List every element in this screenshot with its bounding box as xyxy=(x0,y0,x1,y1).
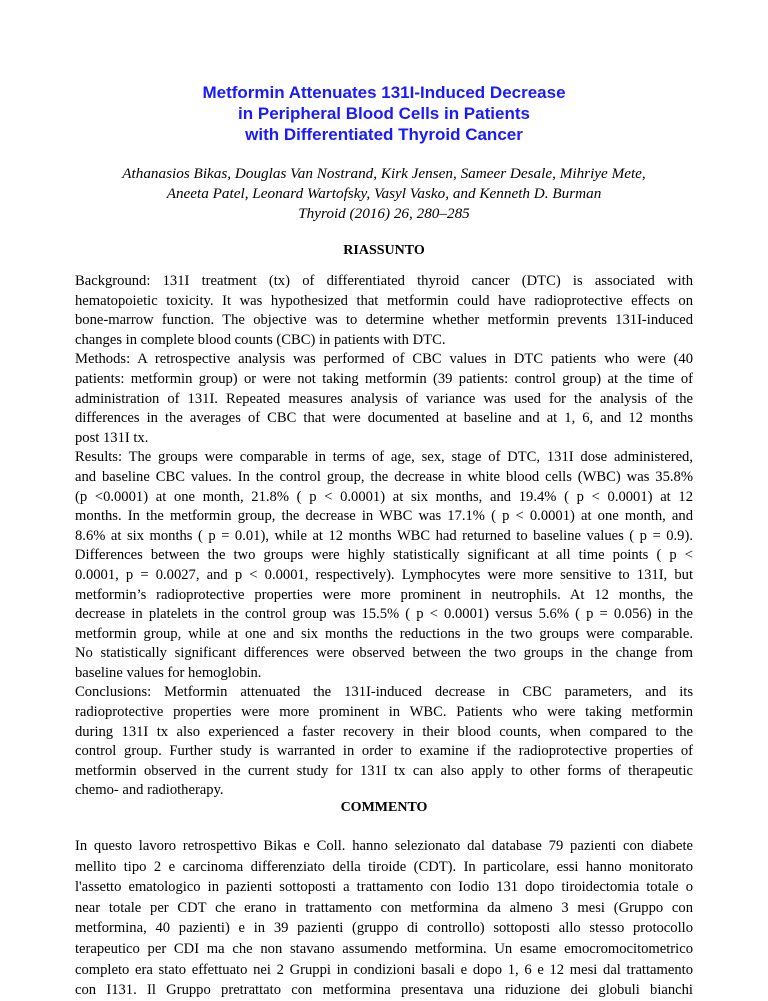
abstract-line: bone-marrow function. The objective was to determine whether metformin prevents 131I-induced xyxy=(75,312,693,329)
comment-heading: COMMENTO xyxy=(340,800,428,815)
comment-line: In questo lavoro retrospettivo Bikas e Coll. hanno selezionato dal database 79 pazienti con diabete xyxy=(75,838,693,854)
title-line: Metformin Attenuates 131I-Induced Decrease xyxy=(202,83,566,102)
abstract-line: metformin group, while at one and six months the reductions in the two groups were comparable. xyxy=(75,625,693,642)
abstract-line: post 131I tx. xyxy=(75,429,149,446)
title-line: with Differentiated Thyroid Cancer xyxy=(245,125,523,144)
abstract-heading: RIASSUNTO xyxy=(343,243,425,258)
authors-line: Athanasios Bikas, Douglas Van Nostrand, Kirk Jensen, Sameer Desale, Mihriye Mete, xyxy=(122,165,646,182)
abstract-line: baseline values for hemoglobin. xyxy=(75,664,262,681)
abstract-line: patients: metformin group) or were not taking metformin (39 patients: control group) at the time of xyxy=(75,370,693,387)
abstract-line: control group. Further study is warranted in order to examine if the radioprotective properties of xyxy=(75,743,693,760)
comment-line: near totale per CDT che erano in trattamento con metformina da almeno 3 mesi (Gruppo con xyxy=(75,899,693,916)
abstract-line: (p <0.0001) at one month, 21.8% ( p < 0.0001) at six months, and 19.4% ( p < 0.0001) at 12 xyxy=(75,488,693,505)
abstract-line: differences in the averages of CBC that were documented at baseline and at 1, 6, and 12 months xyxy=(75,410,693,427)
abstract-line: 8.6% at six months ( p = 0.01), while at 12 months WBC had returned to baseline values ( p = 0.9). xyxy=(75,527,693,544)
comment-line: con I131. Il Gruppo pretrattato con metformina presentava una riduzione dei globuli bianchi xyxy=(75,982,693,999)
abstract-line: 0.0001, p = 0.0027, and p < 0.0001, respectively). Lymphocytes were more sensitive to 131I, but xyxy=(75,566,693,583)
comment-line: l'assetto ematologico in pazienti sottoposti a trattamento con Iodio 131 dopo tiroidectomia totale o xyxy=(75,879,693,896)
authors-block xyxy=(0,164,768,224)
comment-line: completo era stato effettuato nei 2 Gruppi in condizioni basali e dopo 1, 6 e 12 mesi dal trattamento xyxy=(75,961,693,978)
abstract-line: metformin observed in the current study for 131I tx can also apply to other forms of therapeutic xyxy=(75,762,693,779)
abstract-line: and baseline CBC values. In the control group, the decrease in white blood cells (WBC) was 35.8% xyxy=(75,468,693,485)
abstract-body xyxy=(75,272,693,801)
comment-line: mellito tipo 2 e carcinoma differenziato della tiroide (CDT). In particolare, essi hanno monitorato xyxy=(75,858,693,875)
abstract-line: Differences between the two groups were highly statistically significant at all time points ( p < xyxy=(75,547,693,564)
title-line: in Peripheral Blood Cells in Patients xyxy=(238,104,530,123)
abstract-line: Results: The groups were comparable in terms of age, sex, stage of DTC, 131I dose administered, xyxy=(75,449,693,466)
abstract-line: radioprotective properties were more prominent in WBC. Patients who were taking metformin xyxy=(75,704,693,721)
abstract-line: hematopoietic toxicity. It was hypothesized that metformin could have radioprotective effects on xyxy=(75,292,693,309)
abstract-line: during 131I tx also experienced a faster recovery in their blood counts, when compared to the xyxy=(75,723,693,740)
abstract-line: No statistically significant differences were observed between the two groups in the change from xyxy=(75,645,693,662)
abstract-line: metformin’s radioprotective properties were more prominent in neutrophils. At 12 months, the xyxy=(75,586,693,603)
abstract-line: Methods: A retrospective analysis was performed of CBC values in DTC patients who were (40 xyxy=(75,351,693,368)
abstract-line: months. In the metformin group, the decrease in WBC was 17.1% ( p < 0.0001) at one month, and xyxy=(75,508,693,525)
citation-line: Thyroid (2016) 26, 280–285 xyxy=(298,205,470,222)
abstract-line: administration of 131I. Repeated measures analysis of variance was used for the analysis of the xyxy=(75,390,693,407)
abstract-line: chemo- and radiotherapy. xyxy=(75,782,224,799)
comment-line: terapeutico per CDI ma che non stavano assumendo metformina. Un esame emocromocitometrico xyxy=(75,940,693,957)
article-title xyxy=(0,82,768,145)
abstract-line: changes in complete blood counts (CBC) in patients with DTC. xyxy=(75,331,446,348)
abstract-line: Background: 131I treatment (tx) of differentiated thyroid cancer (DTC) is associated with xyxy=(75,273,693,289)
comment-line: metformina, 40 pazienti) e in 39 pazienti (gruppo di controllo) sottoposti allo stesso protocollo xyxy=(75,920,693,937)
authors-line: Aneeta Patel, Leonard Wartofsky, Vasyl Vasko, and Kenneth D. Burman xyxy=(166,185,602,202)
abstract-line: Conclusions: Metformin attenuated the 131I-induced decrease in CBC parameters, and its xyxy=(75,684,693,701)
abstract-line: decrease in platelets in the control group was 15.5% ( p < 0.0001) versus 5.6% ( p = 0.056) in the xyxy=(75,606,693,623)
comment-body xyxy=(75,836,693,1001)
